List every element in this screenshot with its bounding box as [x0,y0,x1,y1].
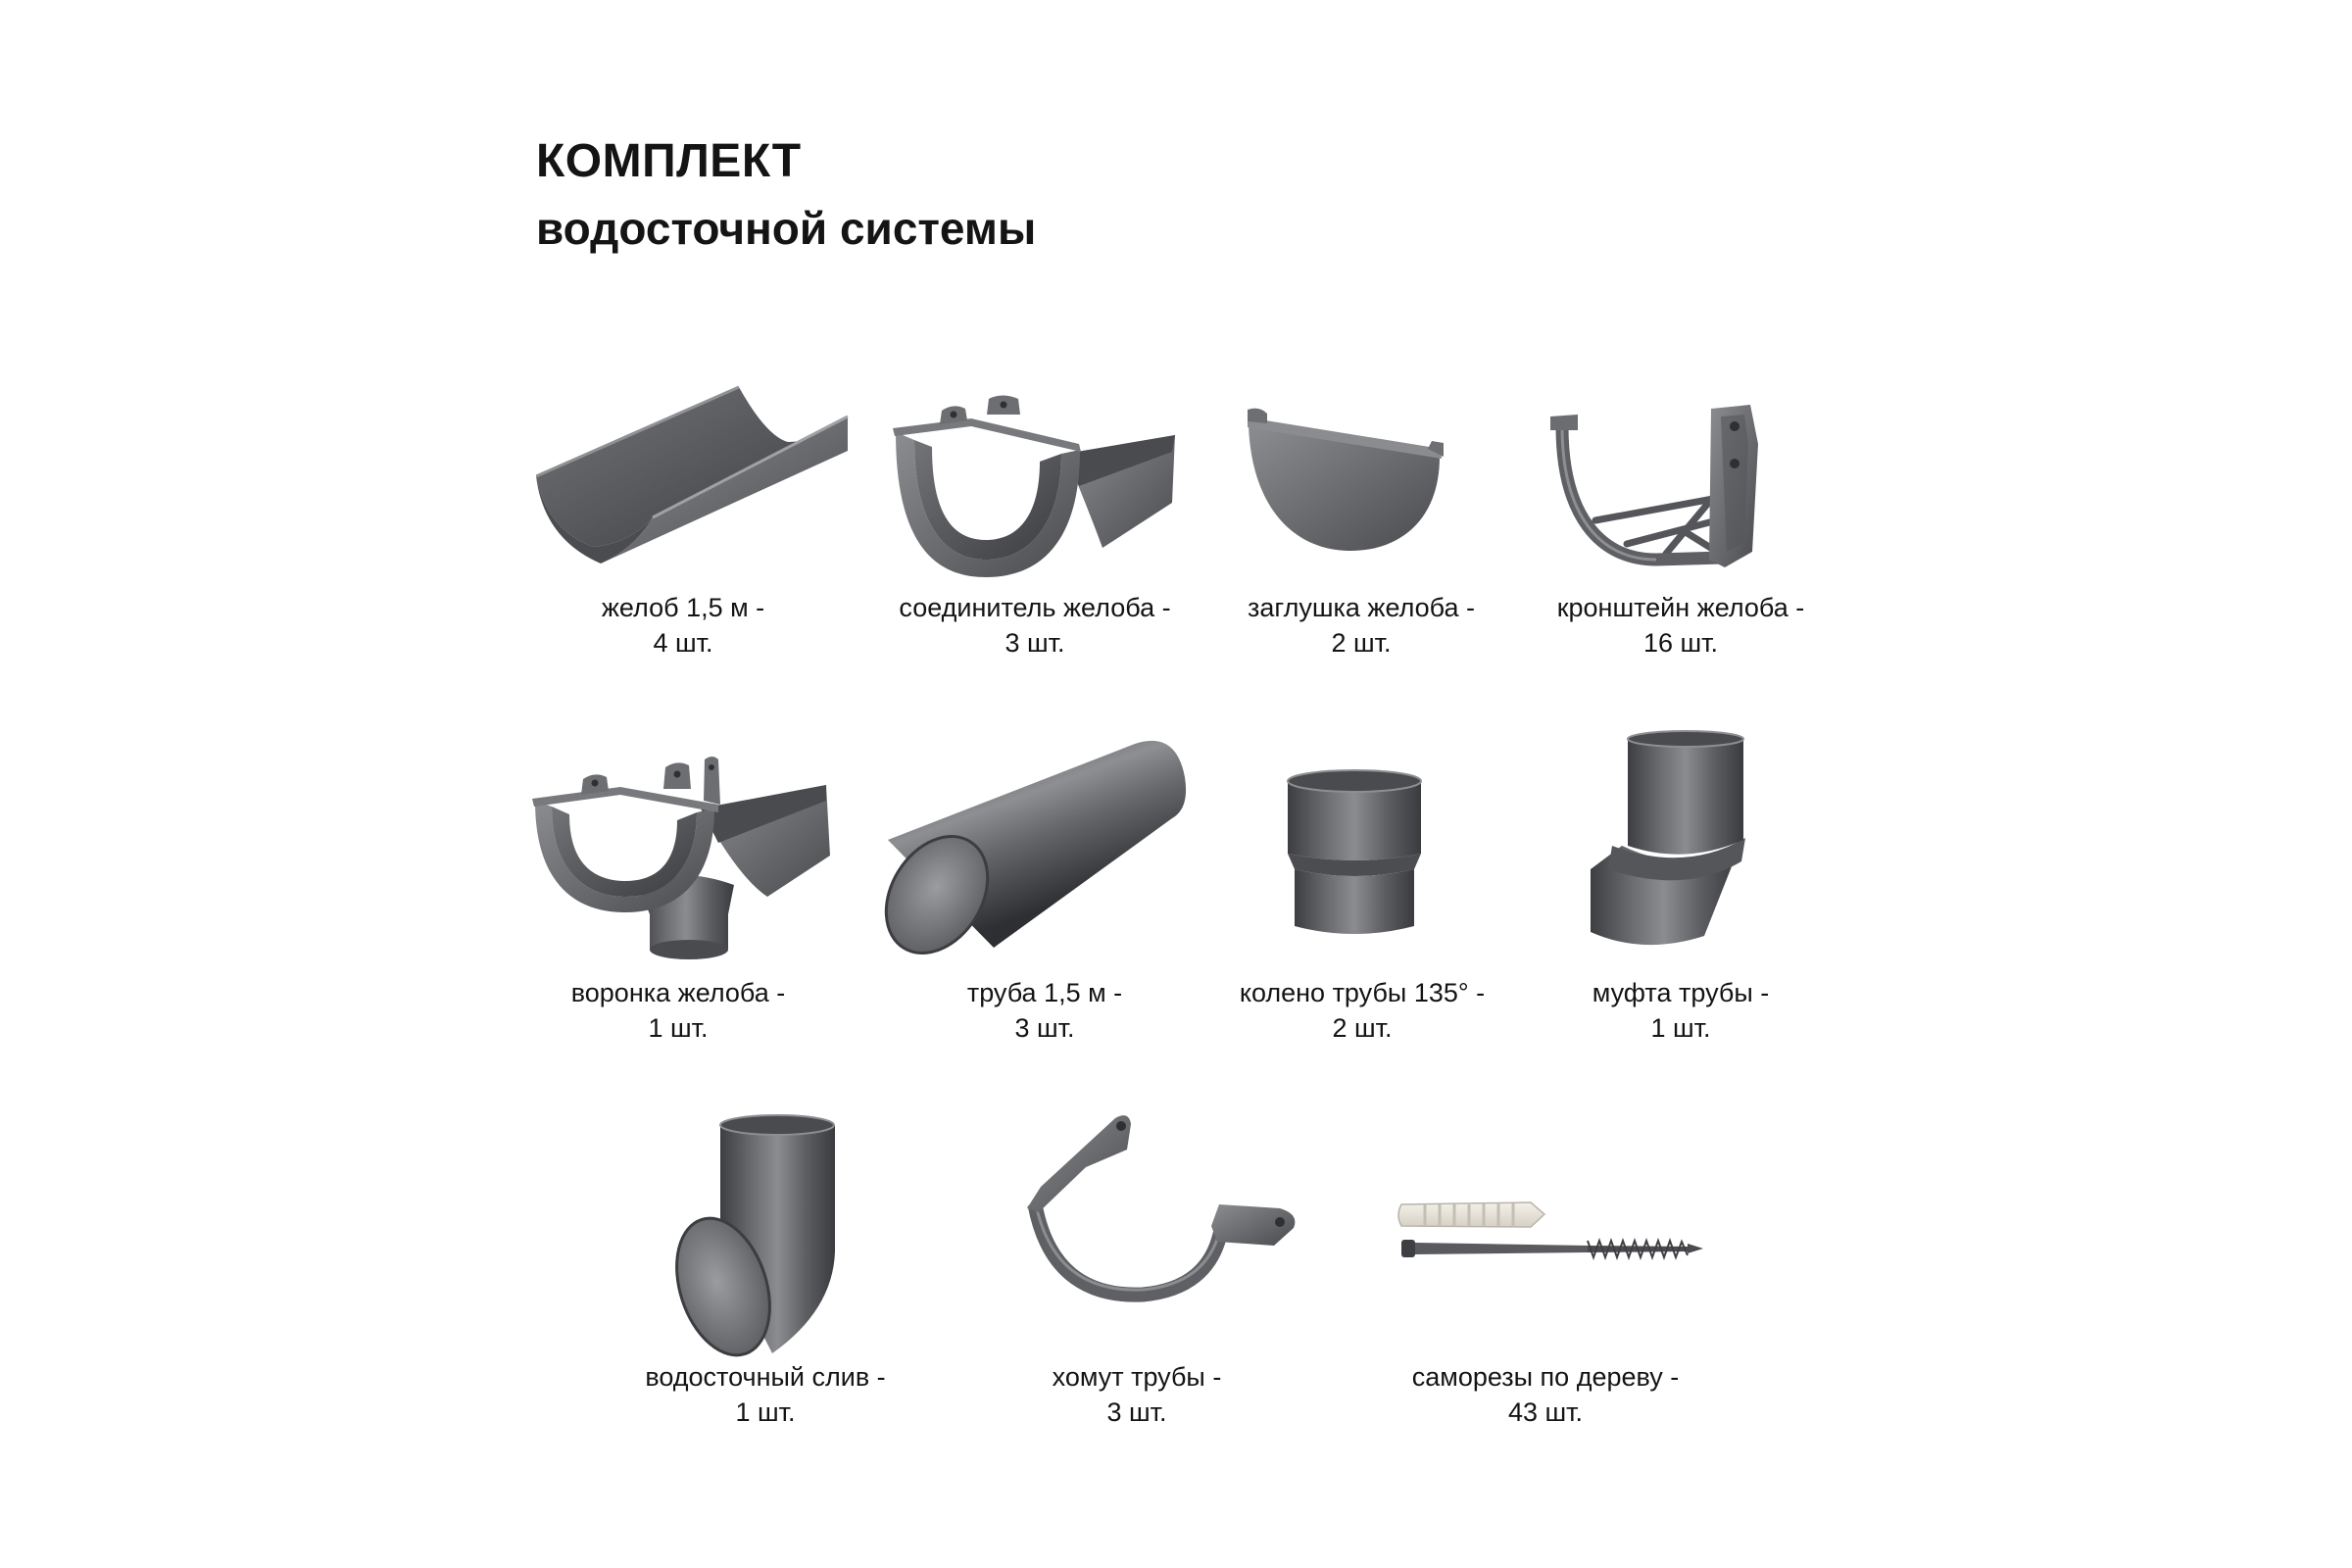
item-name: труба 1,5 м - [966,978,1123,1007]
item-quantity: 3 шт. [1106,1397,1167,1427]
item-quantity: 3 шт. [1004,628,1065,658]
gutter-bracket-icon [1548,405,1760,569]
item-quantity: 3 шт. [1014,1013,1075,1043]
item-quantity: 43 шт. [1507,1397,1584,1427]
page-title: КОМПЛЕКТ [536,135,802,187]
pipe-clamp-icon [1017,1110,1299,1306]
item-name: воронка желоба - [570,978,786,1007]
gutter-end-cap-icon [1246,408,1447,553]
item-quantity: 16 шт. [1642,628,1719,658]
item-name: желоб 1,5 м - [601,593,765,622]
item-caption [1455,590,1906,661]
item-name: саморезы по дереву - [1411,1362,1680,1392]
kit-heading [536,128,1036,262]
downpipe-icon [878,738,1188,956]
item-caption [1320,1359,1771,1430]
pipe-elbow-icon [1583,730,1749,952]
item-quantity: 4 шт. [653,628,713,658]
pipe-coupling-icon [1286,769,1424,942]
item-name: колено трубы 135° - [1239,978,1486,1007]
item-quantity: 1 шт. [648,1013,709,1043]
item-name: кронштейн желоба - [1556,593,1805,622]
item-name: муфта трубы - [1592,978,1770,1007]
item-name: заглушка желоба - [1247,593,1476,622]
item-quantity: 1 шт. [735,1397,796,1427]
item-quantity: 2 шт. [1331,628,1392,658]
drain-outlet-icon [664,1114,838,1359]
page-subtitle: водосточной системы [536,203,1037,254]
item-name: хомут трубы - [1052,1362,1222,1392]
gutter-connector-icon [893,393,1177,579]
item-name: водосточный слив - [645,1362,886,1392]
item-caption [1455,975,1906,1046]
item-quantity: 1 шт. [1650,1013,1711,1043]
item-quantity: 2 шт. [1332,1013,1393,1043]
gutter-funnel-icon [532,750,834,963]
gutter-icon [536,382,850,566]
wood-screws-icon [1396,1195,1705,1263]
item-caption [911,1359,1362,1430]
item-name: соединитель желоба - [899,593,1171,622]
